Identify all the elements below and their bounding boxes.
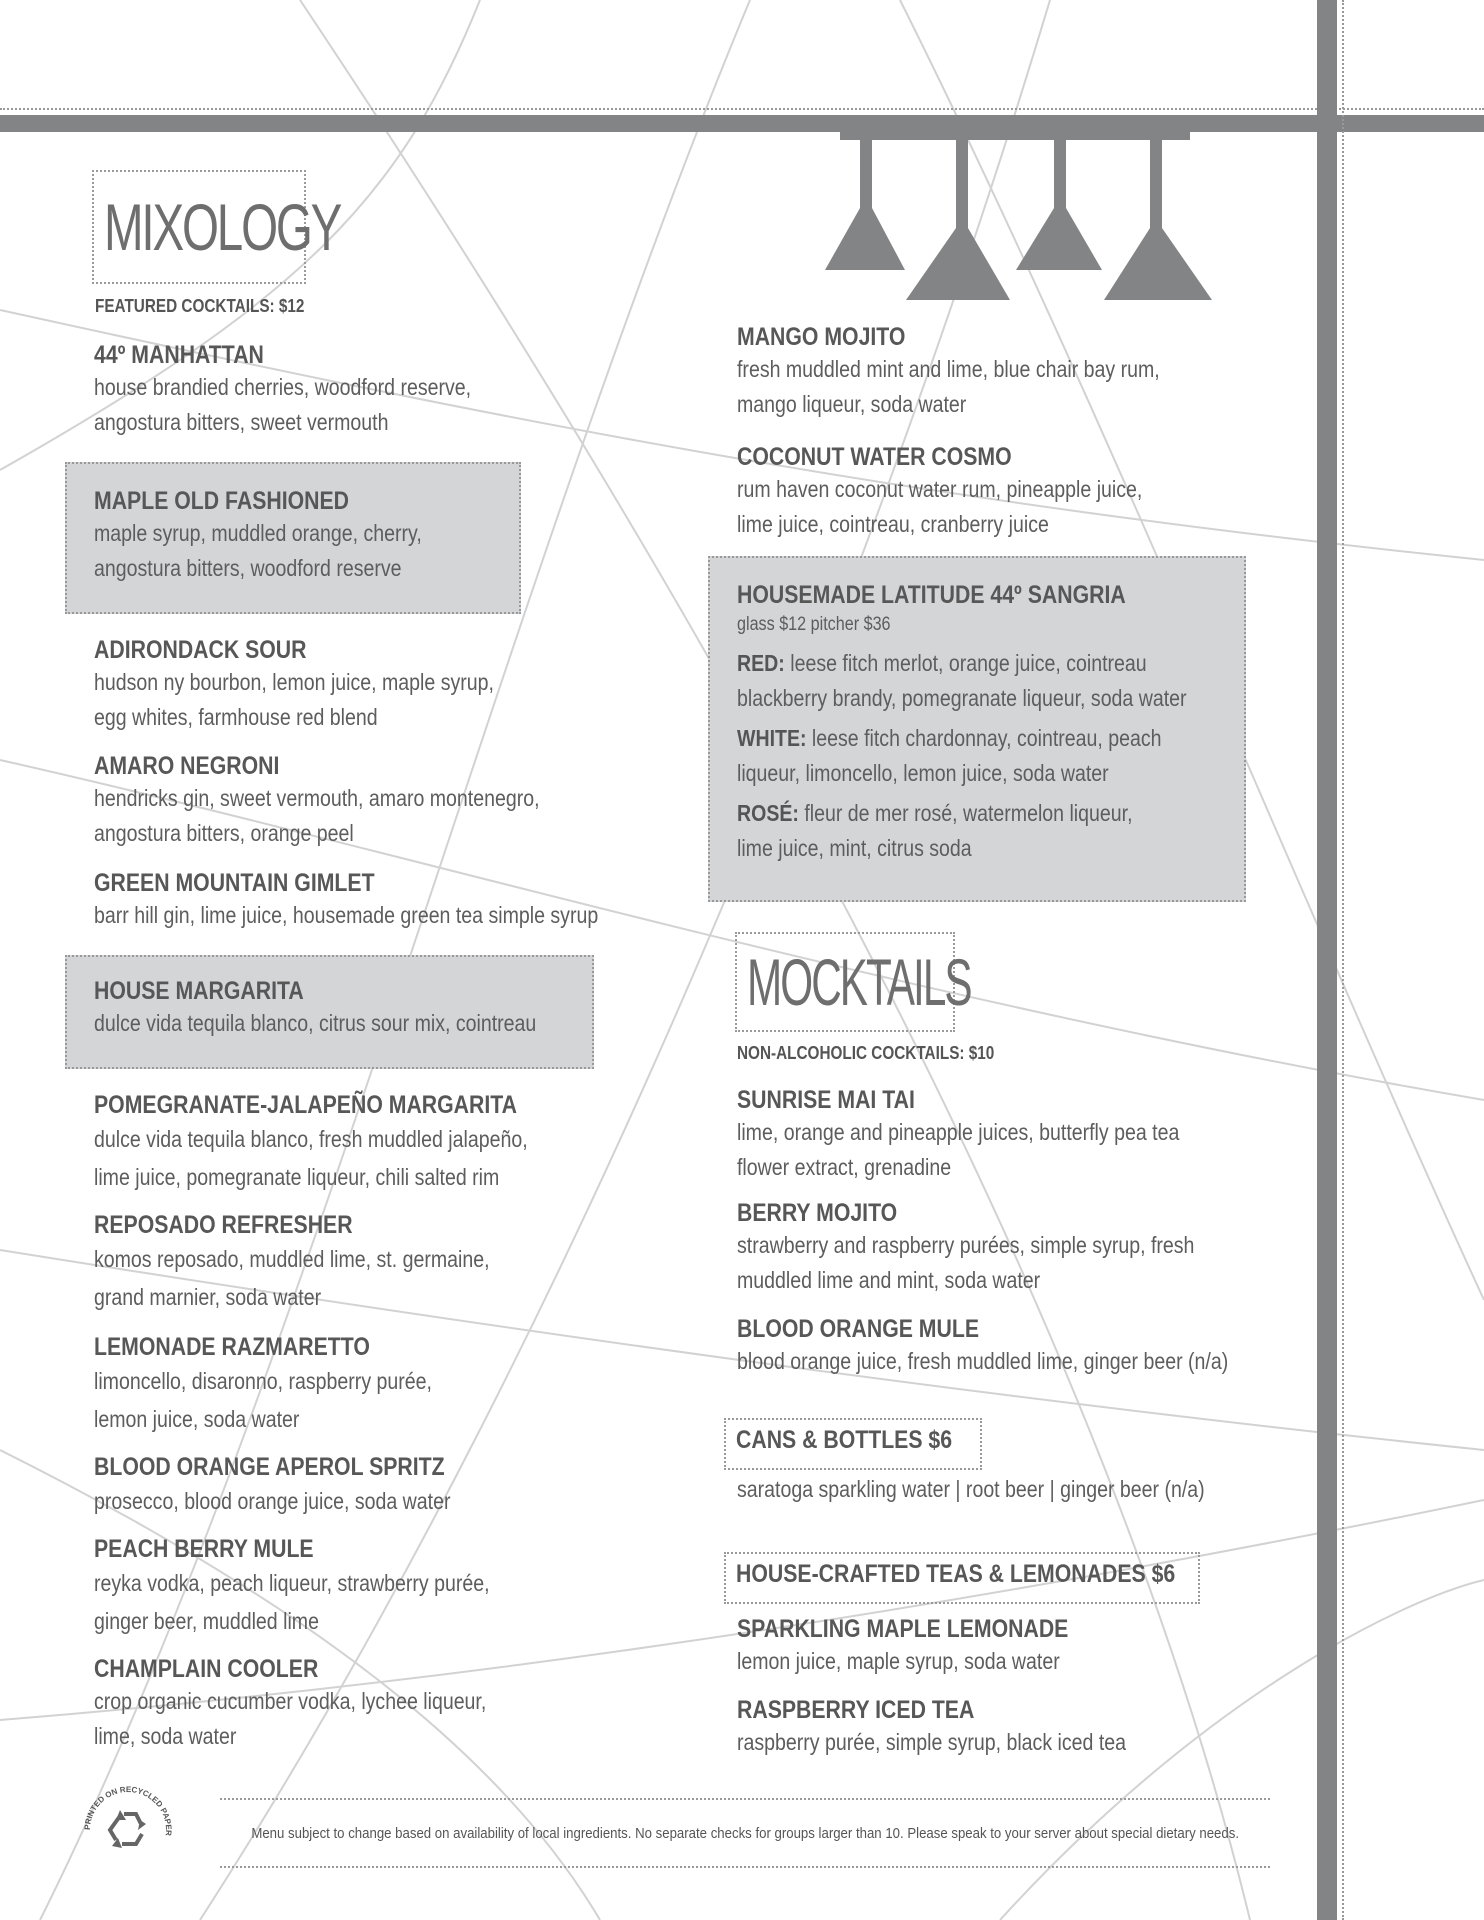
menu-item-reposado-refresher: REPOSADO REFRESHER komos reposado, muddled lime, st. germaine, grand marnier, soda water	[94, 1211, 490, 1310]
sangria-white: WHITE: leese fitch chardonnay, cointreau, peach	[737, 725, 1162, 751]
menu-item-green-mountain-gimlet: GREEN MOUNTAIN GIMLET barr hill gin, lime juice, housemade green tea simple syrup	[94, 869, 599, 928]
sangria-rose: ROSÉ: fleur de mer rosé, watermelon liqueur,	[737, 800, 1133, 826]
menu-item-pomegranate-jalapeno-margarita: POMEGRANATE-JALAPEÑO MARGARITA dulce vida tequila blanco, fresh muddled jalapeño, lime juice, pomegranate liqueur, chili salted rim	[94, 1091, 528, 1190]
mocktails-title: MOCKTAILS	[735, 932, 955, 1032]
menu-item-coconut-water-cosmo: COCONUT WATER COSMO rum haven coconut water rum, pineapple juice, lime juice, cointreau, cranberry juice	[737, 443, 1143, 537]
svg-text:PRINTED ON RECYCLED PAPER: PRINTED ON RECYCLED PAPER	[82, 1784, 174, 1837]
sangria-red: RED: leese fitch merlot, orange juice, cointreau	[737, 650, 1147, 676]
menu-item-mango-mojito: MANGO MOJITO fresh muddled mint and lime, blue chair bay rum, mango liqueur, soda water	[737, 323, 1160, 417]
recycled-paper-seal-icon	[78, 1780, 178, 1880]
menu-item-house-margarita: HOUSE MARGARITA dulce vida tequila blanco, citrus sour mix, cointreau	[94, 977, 537, 1036]
top-bar	[0, 115, 1484, 132]
menu-item-sparkling-maple-lemonade: SPARKLING MAPLE LEMONADE lemon juice, maple syrup, soda water	[737, 1615, 1069, 1674]
cans-bottles-list: saratoga sparkling water | root beer | ginger beer (n/a)	[737, 1476, 1205, 1502]
featured-cocktails-label: FEATURED COCKTAILS: $12	[95, 296, 305, 316]
menu-item-peach-berry-mule: PEACH BERRY MULE reyka vodka, peach liqueur, strawberry purée, ginger beer, muddled lime	[94, 1535, 490, 1634]
mixology-title: MIXOLOGY	[92, 170, 306, 284]
top-dotted-rule	[0, 108, 1484, 110]
menu-item-berry-mojito: BERRY MOJITO strawberry and raspberry purées, simple syrup, fresh muddled lime and mint, soda water	[737, 1199, 1195, 1293]
menu-item-maple-old-fashioned: MAPLE OLD FASHIONED maple syrup, muddled orange, cherry, angostura bitters, woodford reserve	[94, 487, 422, 581]
menu-item-blood-orange-mule: BLOOD ORANGE MULE blood orange juice, fresh muddled lime, ginger beer (n/a)	[737, 1315, 1229, 1374]
menu-item-lemonade-razmaretto: LEMONADE RAZMARETTO limoncello, disaronno, raspberry purée, lemon juice, soda water	[94, 1333, 432, 1432]
menu-item-champlain-cooler: CHAMPLAIN COOLER crop organic cucumber vodka, lychee liqueur, lime, soda water	[94, 1655, 487, 1749]
footer-notice-box: Menu subject to change based on availability of local ingredients. No separate checks for groups larger than 10. Please speak to your server about special dietary needs.	[220, 1798, 1270, 1868]
teas-lemonades-heading: HOUSE-CRAFTED TEAS & LEMONADES $6	[724, 1552, 1200, 1604]
cans-bottles-heading: CANS & BOTTLES $6	[724, 1418, 982, 1470]
menu-item-sangria: HOUSEMADE LATITUDE 44º SANGRIA glass $12 pitcher $36 RED: leese fitch merlot, orange juice, cointreau blackberry brandy, pomegranate liqueur, soda water WHITE: leese fitch chardonnay, cointreau, peach liqueur, limoncello, lemon juice, soda water ROSÉ: fleur de mer rosé, watermelon liqueur, lime juice, mint, citrus soda	[737, 580, 1377, 866]
menu-item-manhattan: 44º MANHATTAN house brandied cherries, woodford reserve, angostura bitters, sweet vermouth	[94, 341, 472, 435]
hanging-glasses-icon	[810, 128, 1230, 306]
menu-item-adirondack-sour: ADIRONDACK SOUR hudson ny bourbon, lemon juice, maple syrup, egg whites, farmhouse red blend	[94, 636, 494, 730]
menu-item-amaro-negroni: AMARO NEGRONI hendricks gin, sweet vermouth, amaro montenegro, angostura bitters, orange peel	[94, 752, 540, 846]
menu-item-blood-orange-aperol-spritz: BLOOD ORANGE APEROL SPRITZ prosecco, blood orange juice, soda water	[94, 1453, 451, 1514]
non-alcoholic-label: NON-ALCOHOLIC COCKTAILS: $10	[737, 1043, 995, 1063]
menu-item-sunrise-mai-tai: SUNRISE MAI TAI lime, orange and pineapple juices, butterfly pea tea flower extract, grenadine	[737, 1086, 1180, 1180]
menu-item-raspberry-iced-tea: RASPBERRY ICED TEA raspberry purée, simple syrup, black iced tea	[737, 1696, 1127, 1755]
